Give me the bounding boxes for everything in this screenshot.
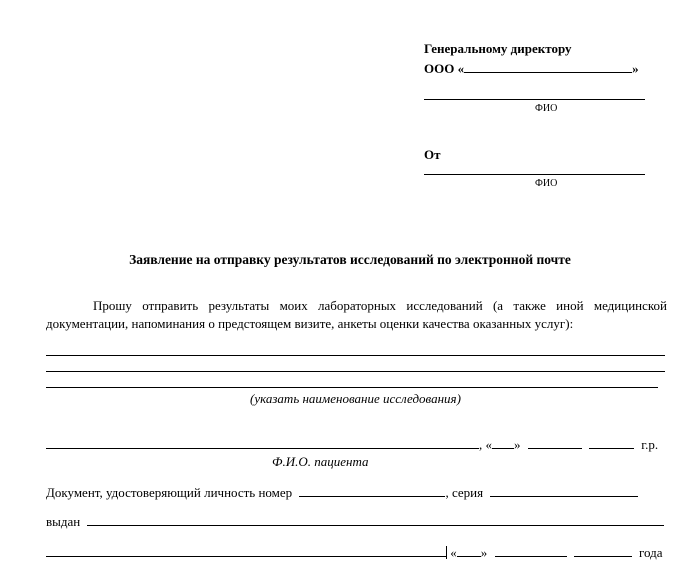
recipient-line1: Генеральному директору	[424, 41, 572, 56]
research-line-3[interactable]	[46, 387, 658, 388]
request-paragraph: Прошу отправить результаты моих лабораторных исследований (а также иной медицинской документации, напоминания о предстоящем визите, анкеты оценки качества оказанных услуг):	[46, 298, 667, 331]
patient-name-field[interactable]	[46, 436, 479, 449]
recipient-fio-line[interactable]	[424, 99, 645, 100]
final-row	[46, 544, 663, 561]
recipient-fio-caption: ФИО	[535, 103, 558, 114]
patient-date-close: »	[514, 437, 521, 452]
research-line-2[interactable]	[46, 371, 665, 372]
issued-by-continuation-field[interactable]	[46, 544, 446, 557]
issue-month-field[interactable]	[495, 544, 567, 557]
document-row	[46, 484, 668, 501]
issue-year-field[interactable]	[574, 544, 632, 557]
research-caption: (указать наименование исследования)	[250, 391, 461, 406]
issue-day-field[interactable]	[457, 544, 481, 557]
patient-birth-year-field[interactable]	[589, 436, 634, 449]
document-number-field[interactable]	[299, 484, 445, 497]
company-prefix: ООО «	[424, 61, 465, 76]
issued-by-field[interactable]	[87, 513, 664, 526]
sender-from-label: От	[424, 147, 441, 162]
final-date-close: »	[480, 545, 488, 560]
sender-fio-caption: ФИО	[535, 178, 558, 189]
patient-birth-month-field[interactable]	[528, 436, 582, 449]
patient-row	[46, 436, 658, 453]
document-label: Документ, удостоверяющий личность номер	[46, 485, 293, 500]
company-suffix: »	[632, 61, 639, 76]
patient-date-open: , «	[479, 437, 492, 452]
final-year-suffix: года	[639, 545, 663, 560]
document-series-field[interactable]	[490, 484, 638, 497]
recipient-company	[424, 60, 639, 77]
patient-caption: Ф.И.О. пациента	[272, 454, 369, 469]
company-name-field[interactable]	[464, 60, 632, 73]
final-separator	[446, 546, 447, 559]
patient-birth-day-field[interactable]	[492, 436, 514, 449]
patient-year-suffix: г.р.	[641, 437, 659, 452]
sender-fio-line[interactable]	[424, 174, 645, 175]
final-date-open: «	[450, 545, 457, 560]
issued-row	[46, 513, 666, 530]
document-title: Заявление на отправку результатов исследований по электронной почте	[129, 252, 571, 267]
research-line-1[interactable]	[46, 355, 665, 356]
issued-label: выдан	[46, 514, 81, 529]
series-label: , серия	[445, 485, 484, 500]
